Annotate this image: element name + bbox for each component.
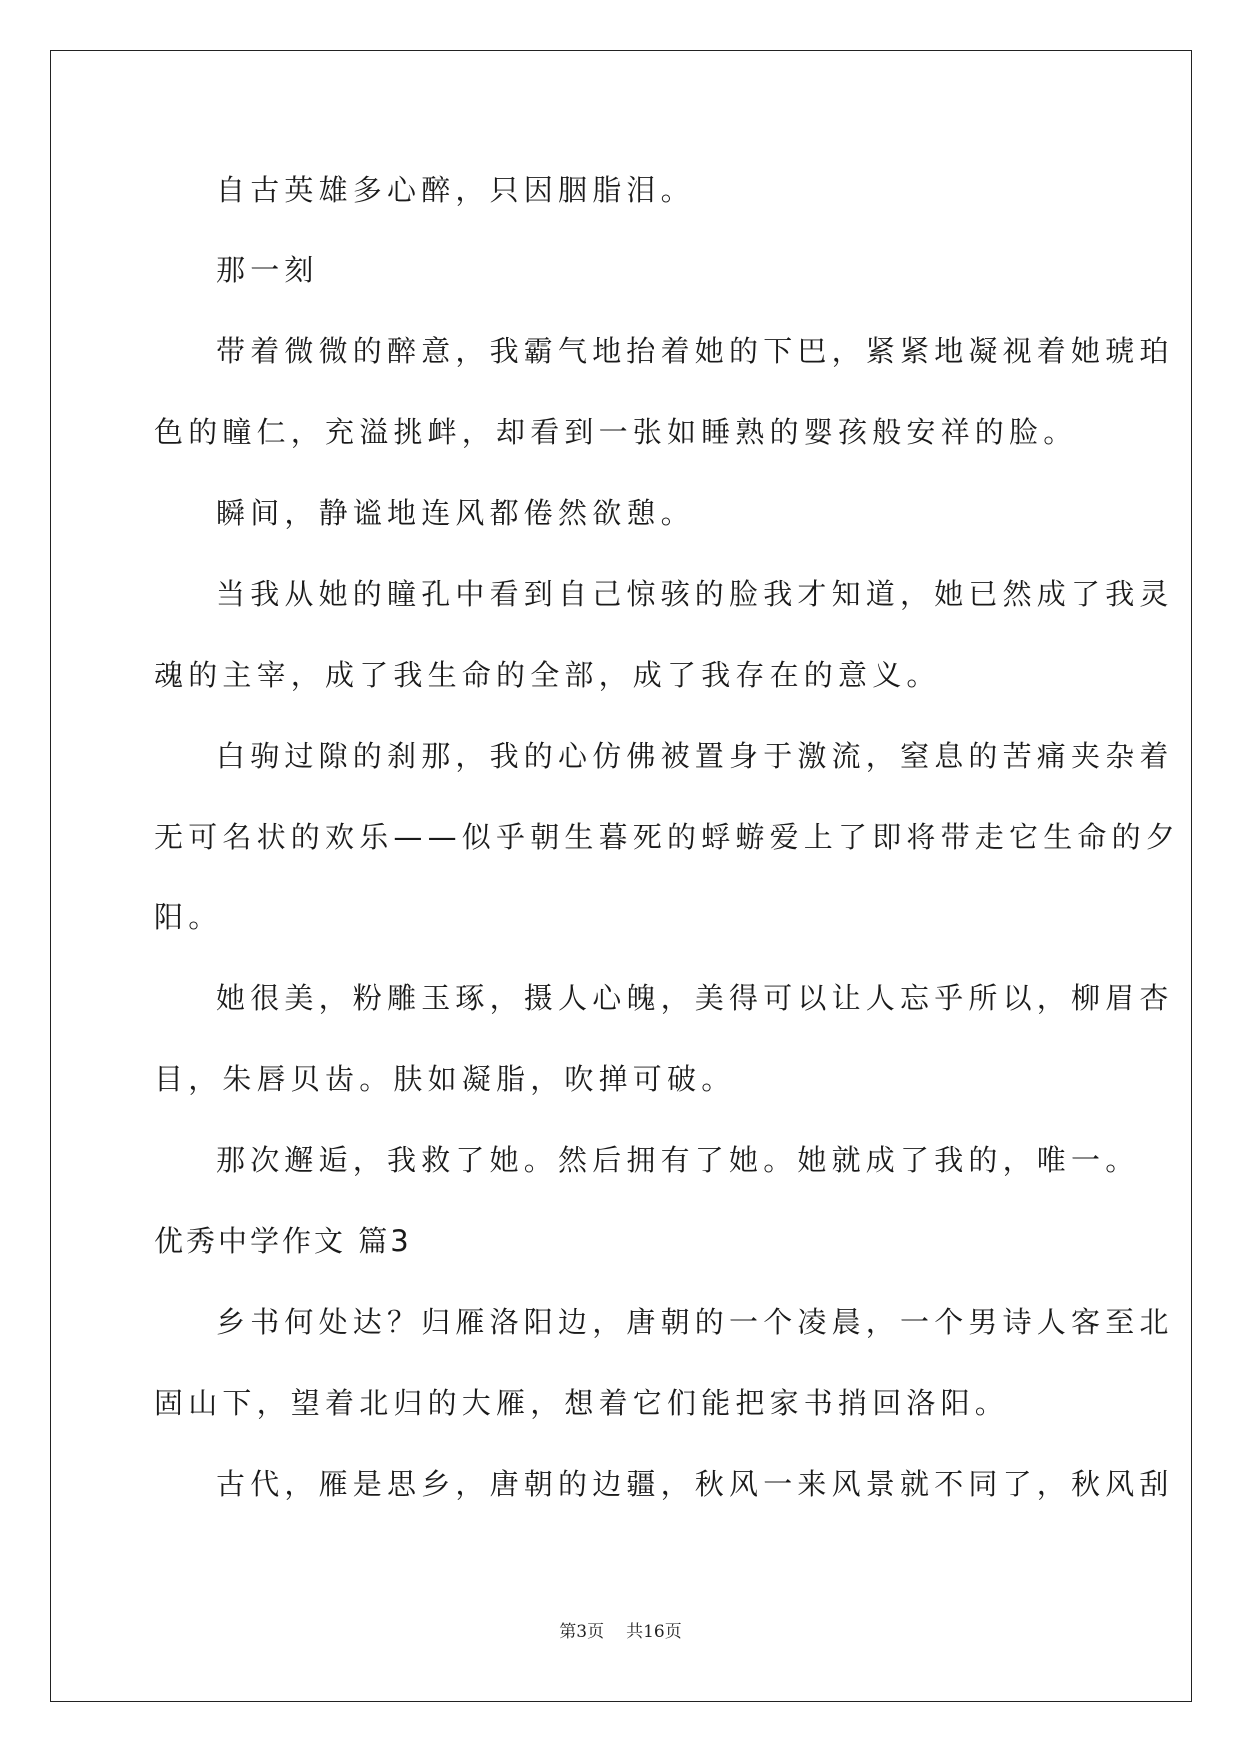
paragraph-line: 那次邂逅，我救了她。然后拥有了她。她就成了我的，唯一。 xyxy=(216,1143,1140,1177)
paragraph-line: 魂的主宰，成了我生命的全部，成了我存在的意义。 xyxy=(154,658,941,692)
paragraph-line: 那一刻 xyxy=(216,253,319,287)
paragraph-line: 阳。 xyxy=(154,900,223,934)
paragraph-line: 她很美，粉雕玉琢，摄人心魄，美得可以让人忘乎所以，柳眉杏 xyxy=(216,981,1174,1015)
paragraph-line: 色的瞳仁，充溢挑衅，却看到一张如睡熟的婴孩般安祥的脸。 xyxy=(154,415,1078,449)
page-border xyxy=(50,50,1192,1702)
paragraph-line: 固山下，望着北归的大雁，想着它们能把家书捎回洛阳。 xyxy=(154,1386,1010,1420)
paragraph-line: 乡书何处达？归雁洛阳边，唐朝的一个凌晨，一个男诗人客至北 xyxy=(216,1305,1174,1339)
section-heading: 优秀中学作文 篇3 xyxy=(154,1224,412,1258)
paragraph-line: 无可名状的欢乐——似乎朝生暮死的蜉蝣爱上了即将带走它生命的夕 xyxy=(154,820,1181,854)
paragraph-line: 瞬间，静谧地连风都倦然欲憩。 xyxy=(216,496,695,530)
paragraph-line: 当我从她的瞳孔中看到自己惊骇的脸我才知道，她已然成了我灵 xyxy=(216,577,1174,611)
paragraph-line: 带着微微的醉意，我霸气地抬着她的下巴，紧紧地凝视着她琥珀 xyxy=(216,334,1174,368)
page-number: 第3页 xyxy=(559,1622,605,1642)
paragraph-line: 白驹过隙的刹那，我的心仿佛被置身于激流，窒息的苦痛夹杂着 xyxy=(216,739,1174,773)
paragraph-line: 自古英雄多心醉，只因胭脂泪。 xyxy=(216,173,695,207)
page-total: 共16页 xyxy=(626,1622,682,1642)
paragraph-line: 古代，雁是思乡，唐朝的边疆，秋风一来风景就不同了，秋风刮 xyxy=(216,1467,1174,1501)
paragraph-line: 目，朱唇贝齿。肤如凝脂，吹掸可破。 xyxy=(154,1062,736,1096)
page-footer xyxy=(0,1620,1241,1644)
